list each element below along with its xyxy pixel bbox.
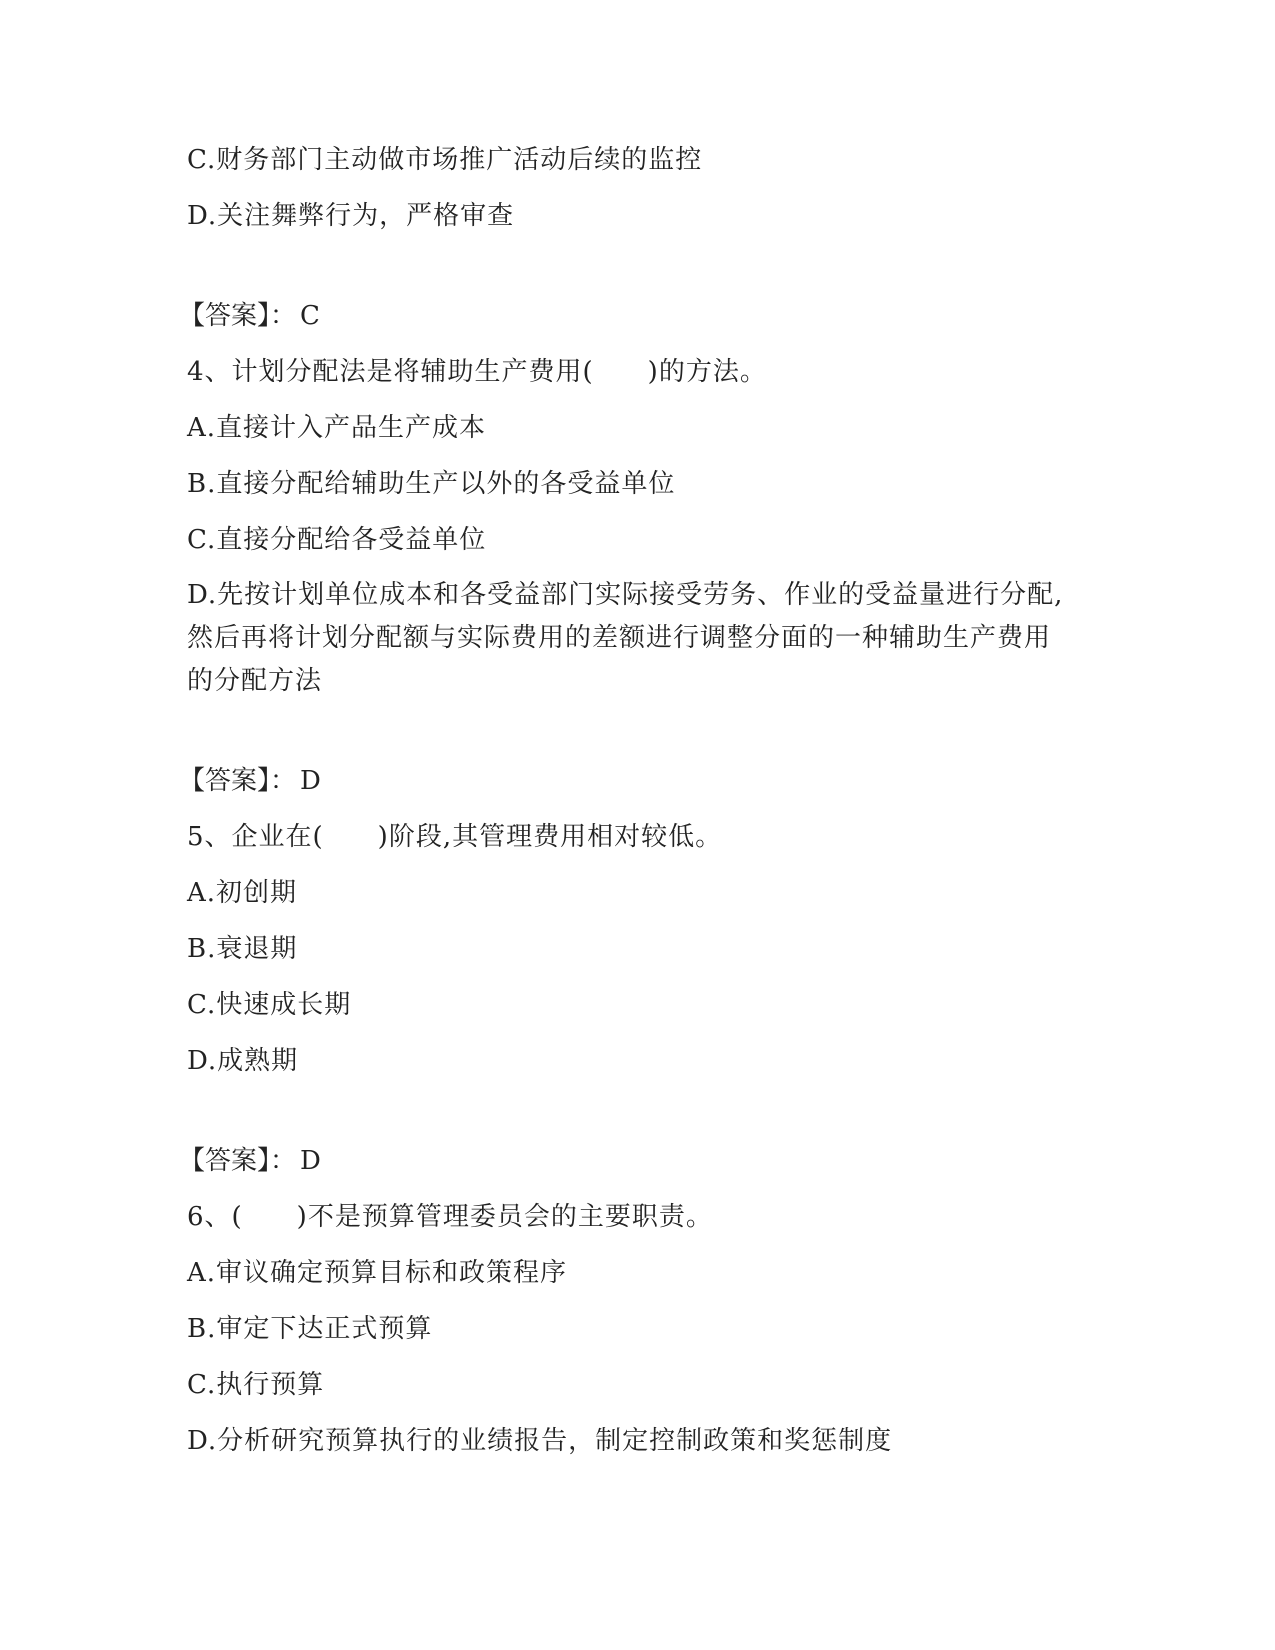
option-a: A.审议确定预算目标和政策程序 — [187, 1258, 568, 1288]
question-text: 6、( )不是预算管理委员会的主要职责。 — [187, 1202, 713, 1232]
question-text: 4、计划分配法是将辅助生产费用( )的方法。 — [187, 357, 767, 387]
answer-label: 【答案】： — [179, 766, 297, 796]
answer-line — [179, 1139, 1087, 1183]
answer-value: D — [300, 1146, 322, 1176]
answer-line — [179, 759, 1087, 803]
option-a: A.初创期 — [187, 878, 298, 908]
option-b: B.衰退期 — [187, 934, 298, 964]
answer-label: 【答案】： — [179, 1146, 297, 1176]
option-d: D.成熟期 — [187, 1046, 299, 1076]
question-content — [179, 138, 1087, 1475]
option-d: D.关注舞弊行为，严格审查 — [187, 201, 515, 231]
option-d: D.分析研究预算执行的业绩报告，制定控制政策和奖惩制度 — [187, 1426, 893, 1456]
option-c: C.执行预算 — [187, 1370, 325, 1400]
option-b: B.审定下达正式预算 — [187, 1314, 433, 1344]
answer-label: 【答案】： — [179, 301, 297, 331]
question-text: 5、企业在( )阶段,其管理费用相对较低。 — [187, 822, 723, 852]
option-c: C.直接分配给各受益单位 — [187, 525, 487, 555]
answer-value: D — [300, 766, 322, 796]
option-d: D.先按计划单位成本和各受益部门实际接受劳务、作业的受益量进行分配,然后再将计划分配额与实际费用的差额进行调整分面的一种辅助生产费用的分配方法 — [187, 580, 1064, 696]
option-a: A.直接计入产品生产成本 — [187, 413, 487, 443]
option-c: C.快速成长期 — [187, 990, 352, 1020]
option-c: C.财务部门主动做市场推广活动后续的监控 — [187, 145, 703, 175]
option-b: B.直接分配给辅助生产以外的各受益单位 — [187, 469, 676, 499]
answer-value: C — [300, 301, 321, 331]
answer-line — [179, 294, 1087, 338]
